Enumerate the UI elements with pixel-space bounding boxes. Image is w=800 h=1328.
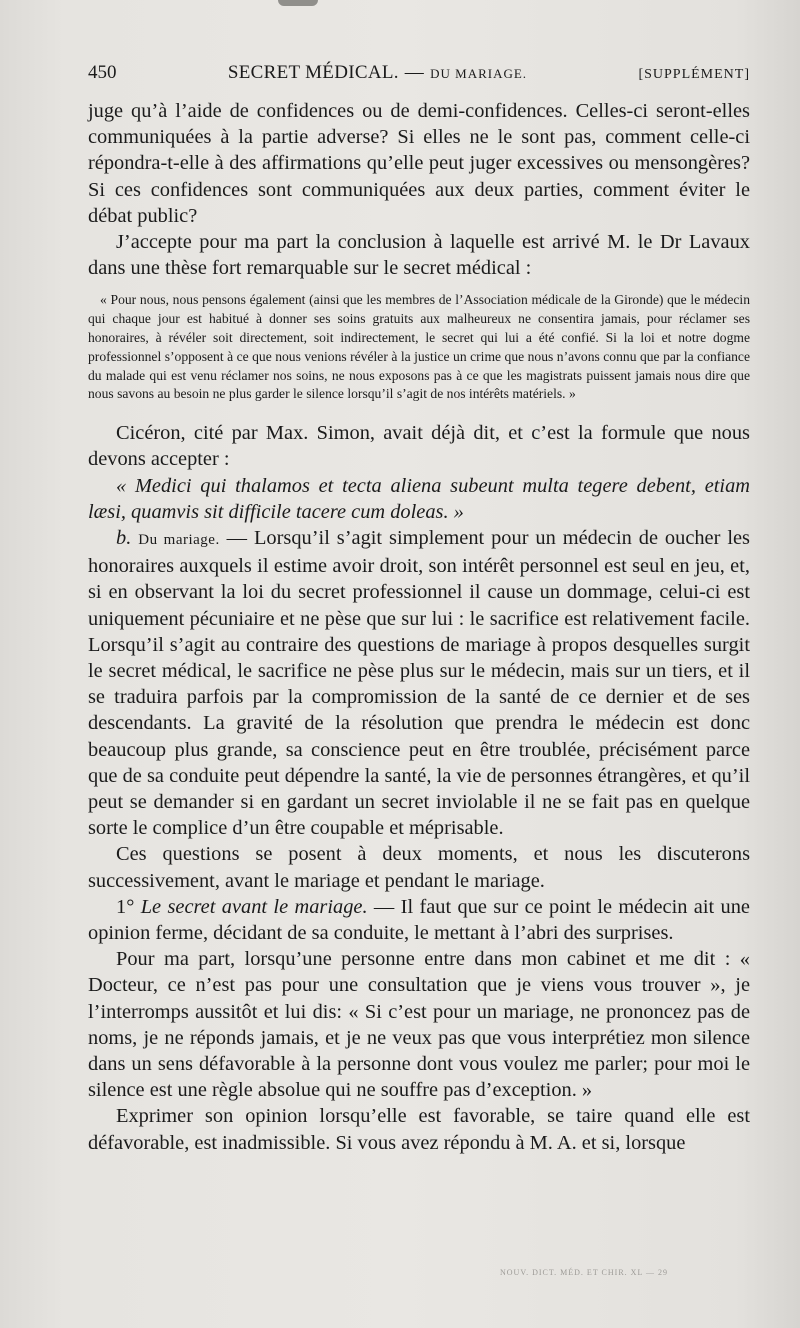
- paragraph-6: Ces questions se posent à deux moments, et nous les discuterons successivement, avant le mariage et pendant le mariage.: [88, 843, 750, 892]
- running-header: [88, 62, 750, 92]
- section-label-b: b.: [116, 527, 132, 550]
- paragraph-3: Cicéron, cité par Max. Simon, avait déjà dit, et c’est la formule que nous devons accepter :: [88, 422, 750, 471]
- paragraph-7-text: — Il faut que sur ce point le médecin ait une opinion ferme, décidant de sa conduite, le mettant à l’abri des surprises.: [88, 895, 750, 945]
- running-title: [117, 62, 639, 84]
- section-heading-mariage: Du mariage.: [138, 532, 220, 549]
- paragraph-5: [88, 525, 750, 841]
- paragraph-1: juge qu’à l’aide de confidences ou de demi-confidences. Celles-ci seront-elles communiquées à la partie adverse? Si elles ne le sont pas, comment celle-ci répondra-t-elle à des affirmations qu’elle peut juger excessives ou mensongères? Si ces confidences sont communiquées aux deux parties, comment éviter le débat public?: [88, 100, 750, 227]
- header-subtitle: DU MARIAGE.: [430, 66, 528, 81]
- latin-quote-text: « Medici qui thalamos et tecta aliena subeunt multa tegere debent, etiam læsi, quamvis sit difficile tacere cum doleas. »: [88, 474, 750, 523]
- section-label-1: 1°: [116, 895, 135, 918]
- header-dash: —: [404, 62, 425, 83]
- paragraph-5-text: — Lorsqu’il s’agit simplement pour un médecin de oucher les honoraires auxquels il estime avoir droit, son intérêt personnel est seul en jeu, et, si en observant la loi du secret professionnel il cause un dommage, celui-ci est uniquement pécuniaire et ne pèse que sur lui : le sacrifice est relativement facile. Lorsqu’il s’agit au contraire des questions de mariage à propos desquelles surgit le secret médical, le sacrifice ne pèse plus sur le médecin, mais sur un tiers, et il se traduira parfois par la compromission de la santé de ce dernier et de ses descendants. La gravité de la résolution que prendra le médecin est donc beaucoup plus grande, sa conscience peut en être troublée, précisément parce que de sa conduite peut dépendre la santé, la vie de personnes étrangères, et qu’il peut se demander si en gardant un secret inviolable il ne se fait pas en quelque sorte le complice d’un être coupable et méprisable.: [88, 527, 750, 840]
- page-number: 450: [88, 62, 117, 83]
- header-section: [SUPPLÉMENT]: [638, 67, 750, 82]
- page-footer-signature: NOUV. DICT. MÉD. ET CHIR. XL — 29: [500, 1268, 669, 1277]
- header-title: SECRET MÉDICAL.: [227, 62, 399, 83]
- block-quote: « Pour nous, nous pensons également (ainsi que les membres de l’Association médicale de la Gironde) que le médecin qui chaque jour est habitué à donner ses soins gratuits aux malheureux ne consentira jamais, pour réclamer ses honoraires, à révéler soit directement, soit indirectement, le secret qui lui a été confié. Si la loi et notre dogme professionnel s’opposent à ce que nous venions révéler à la justice un crime que nous n’avons connu que par la confiance du malade qui est venu réclamer nos soins, ne nous exposons pas à ce que les magistrats puissent jamais nous dire que nous savons au besoin ne plus garder le silence lorsqu’il s’agit de nos intérêts matériels. »: [88, 292, 750, 402]
- page-fold-shadow: [278, 0, 318, 6]
- paragraph-8: Pour ma part, lorsqu’une personne entre dans mon cabinet et me dit : « Docteur, ce n’est pas pour une consultation que je viens vous trouver », je l’interromps aussitôt et lui dis: « Si c’est pour un mariage, ne prononcez pas de noms, je ne réponds jamais, et je ne veux pas que vous interprétiez mon silence dans un sens défavorable à la personne dont vous voulez me parler; pour moi le silence est une règle absolue qui ne souffre pas d’exception. »: [88, 948, 750, 1102]
- latin-quote: [88, 473, 750, 525]
- paragraph-2: J’accepte pour ma part la conclusion à laquelle est arrivé M. le Dr Lavaux dans une thèse fort remarquable sur le secret médical :: [88, 231, 750, 280]
- paragraph-9: Exprimer son opinion lorsqu’elle est favorable, se taire quand elle est défavorable, est inadmissible. Si vous avez répondu à M. A. et si, lorsque: [88, 1105, 750, 1154]
- section-heading-avant: Le secret avant le mariage.: [140, 895, 368, 918]
- paragraph-7: [88, 894, 750, 946]
- page-body: [88, 98, 750, 1156]
